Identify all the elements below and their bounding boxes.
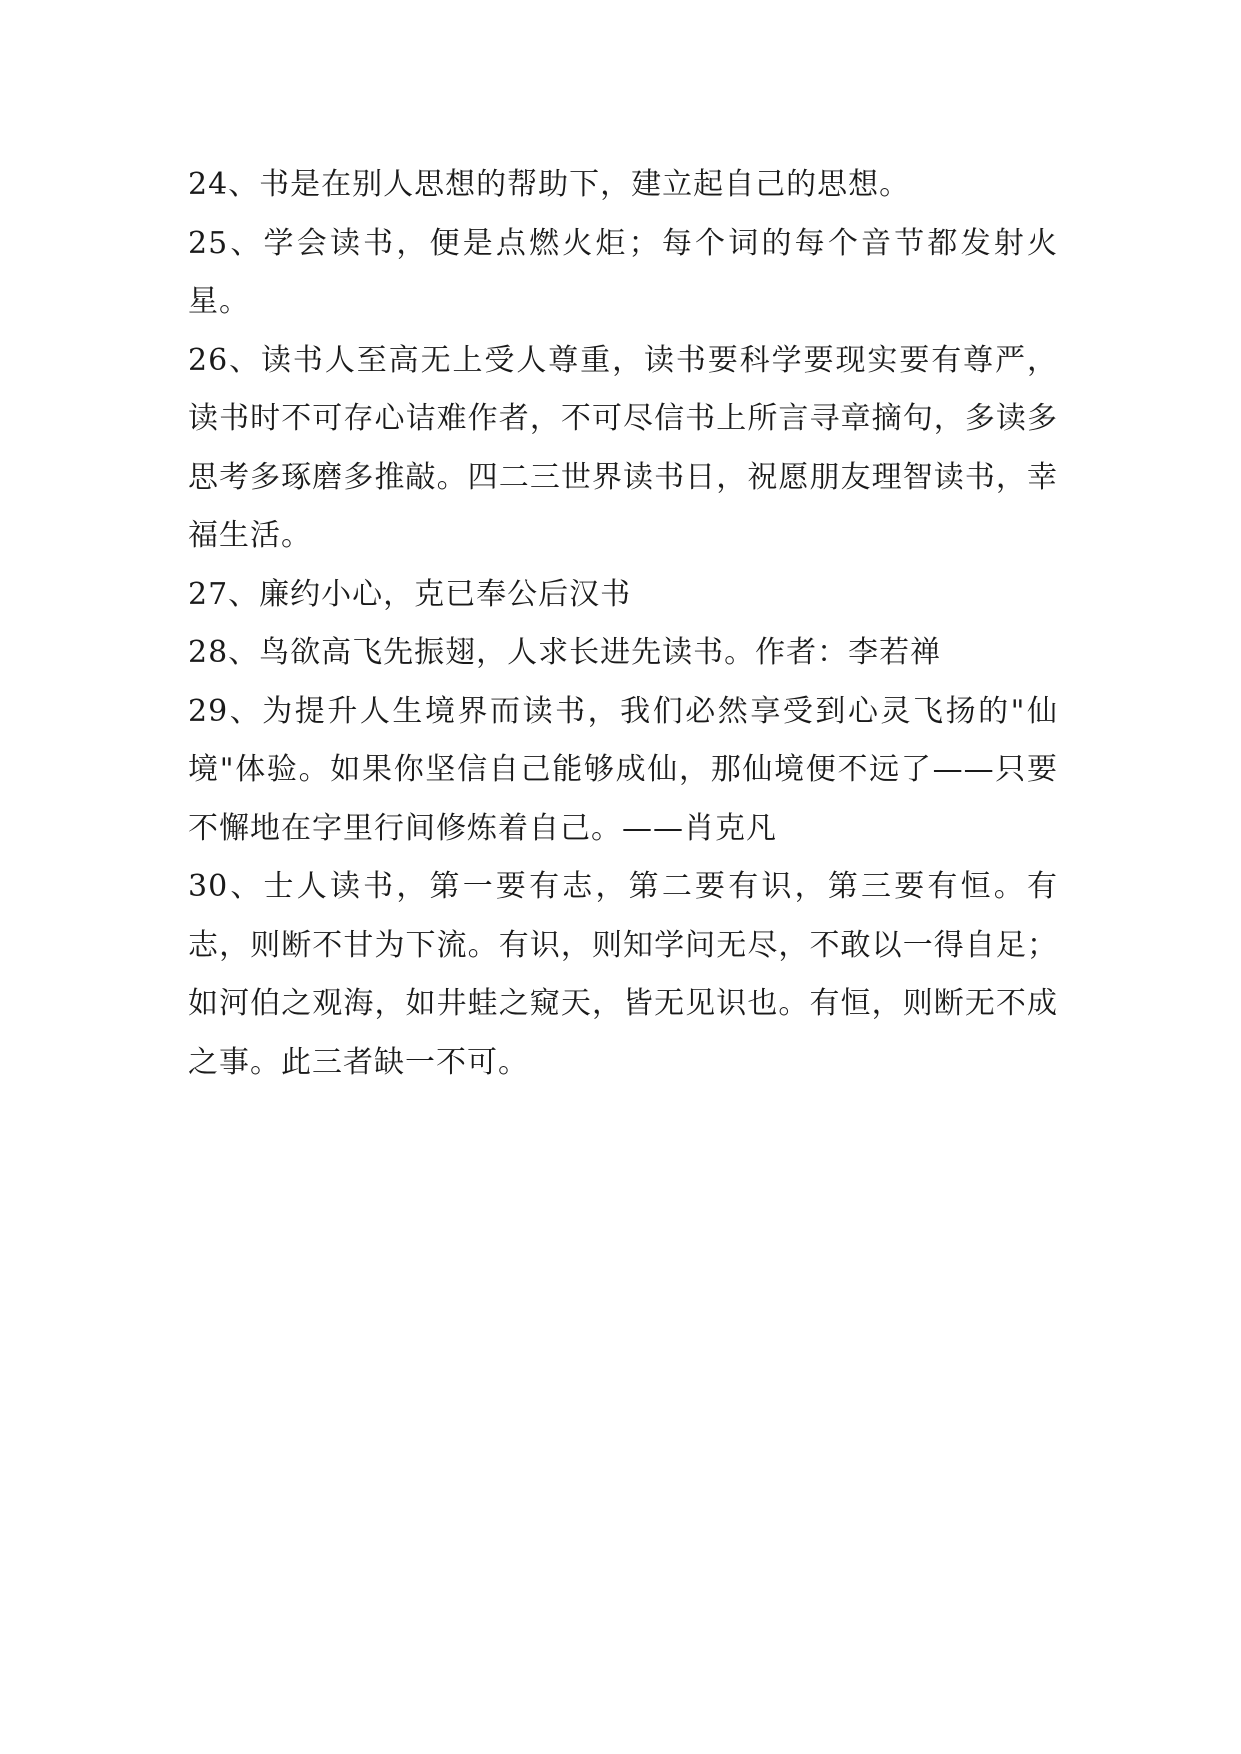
quote-paragraph-25: 25、学会读书，便是点燃火炬；每个词的每个音节都发射火星。 <box>188 225 1058 319</box>
quote-paragraph-24: 24、书是在别人思想的帮助下，建立起自己的思想。 <box>188 167 911 202</box>
quote-paragraph-27: 27、廉约小心，克已奉公后汉书 <box>188 576 632 612</box>
quote-paragraph-29: 29、为提升人生境界而读书，我们必然享受到心灵飞扬的"仙境"体验。如果你坚信自己能够成仙，那仙境便不远了——只要不懈地在字里行间修炼着自己。——肖克凡 <box>188 693 1058 846</box>
quote-paragraph-26: 26、读书人至高无上受人尊重，读书要科学要现实要有尊严，读书时不可存心诘难作者，不可尽信书上所言寻章摘句，多读多思考多琢磨多推敲。四二三世界读书日，祝愿朋友理智读书，幸福生活。 <box>188 342 1058 553</box>
document-body <box>188 156 1058 1092</box>
quote-paragraph-30: 30、士人读书，第一要有志，第二要有识，第三要有恒。有志，则断不甘为下流。有识，则知学问无尽，不敢以一得自足；如河伯之观海，如井蛙之窥天，皆无见识也。有恒，则断无不成之事。此三者缺一不可。 <box>188 869 1058 1080</box>
quote-paragraph-28: 28、鸟欲高飞先振翅，人求长进先读书。作者：李若禅 <box>188 635 942 670</box>
